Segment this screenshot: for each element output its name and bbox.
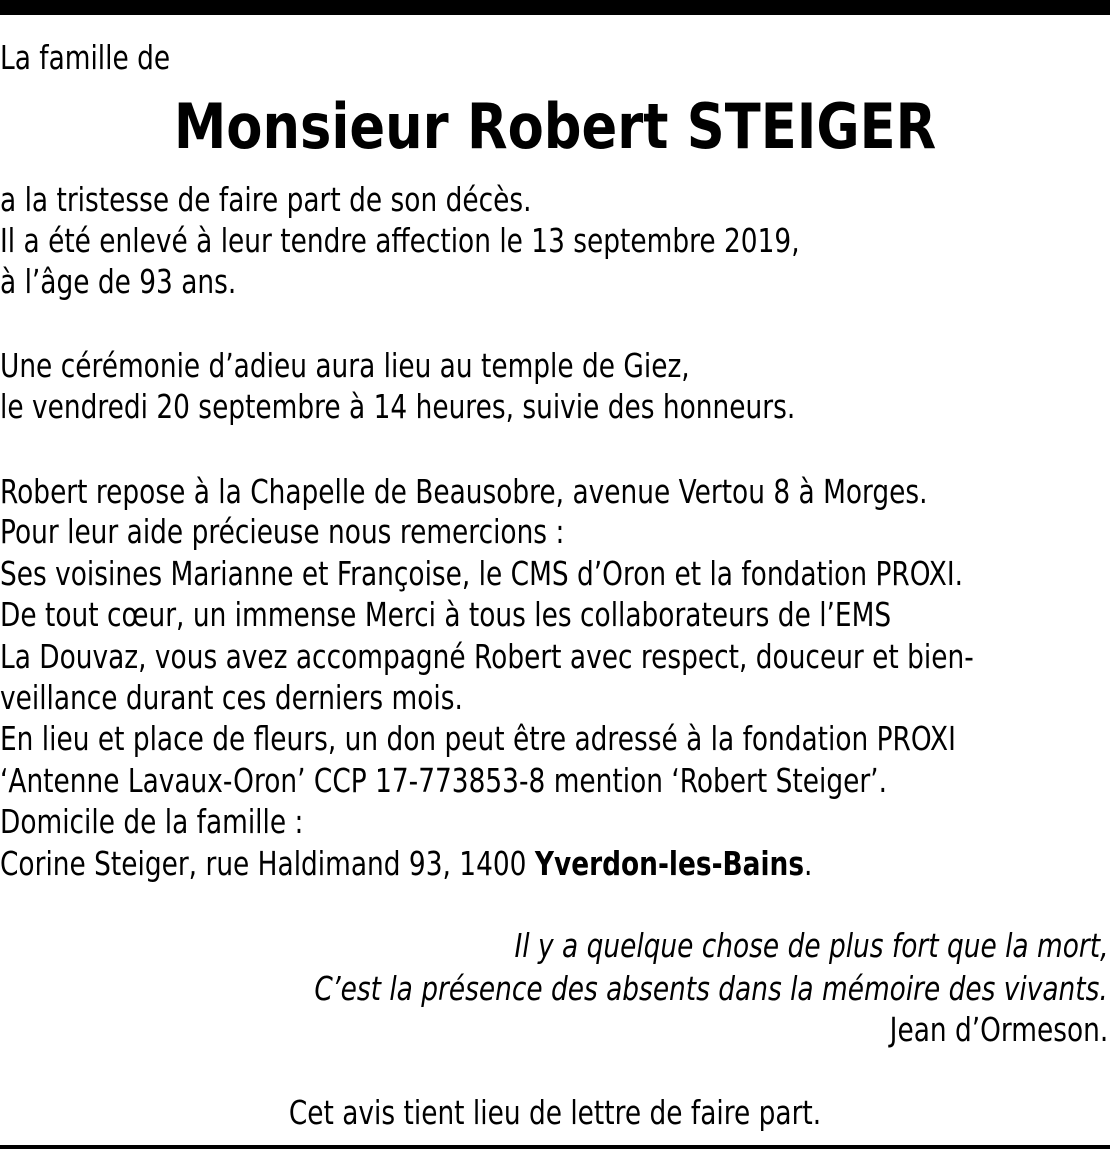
announcement-line-3: à l’âge de 93 ans.	[0, 262, 237, 301]
details-line-8: ‘Antenne Lavaux-Oron’ CCP 17-773853-8 mention ‘Robert Steiger’.	[0, 761, 887, 800]
details-line-5: La Douvaz, vous avez accompagné Robert avec respect, douceur et bien-	[0, 637, 974, 676]
bottom-rule	[0, 1145, 1110, 1149]
announcement-line-2: Il a été enlevé à leur tendre affection le 13 septembre 2019,	[0, 221, 800, 260]
family-address	[0, 844, 812, 884]
announcement-line-1: a la tristesse de faire part de son décès.	[0, 180, 532, 219]
footer-notice: Cet avis tient lieu de lettre de faire part.	[288, 1093, 822, 1132]
details-line-6: veillance durant ces derniers mois.	[0, 678, 463, 717]
details-line-3: Ses voisines Marianne et Françoise, le CMS d’Oron et la fondation PROXI.	[0, 554, 964, 593]
quote-line-1: Il y a quelque chose de plus fort que la mort,	[514, 926, 1108, 965]
quote-author: Jean d’Ormeson.	[889, 1010, 1108, 1049]
address-end: .	[804, 844, 813, 883]
quote-line-2: C’est la présence des absents dans la mémoire des vivants.	[314, 969, 1108, 1008]
details-line-4: De tout cœur, un immense Merci à tous les collaborateurs de l’EMS	[0, 595, 892, 634]
details-line-1: Robert repose à la Chapelle de Beausobre, avenue Vertou 8 à Morges.	[0, 472, 928, 511]
details-line-9: Domicile de la famille :	[0, 802, 304, 841]
ceremony-line-1: Une cérémonie d’adieu aura lieu au temple de Giez,	[0, 346, 690, 385]
deceased-name-title: Monsieur Robert STEIGER	[173, 90, 937, 163]
top-rule	[0, 0, 1110, 15]
address-town: Yverdon-les-Bains	[534, 844, 805, 883]
intro-text: La famille de	[0, 38, 171, 77]
address-text: Corine Steiger, rue Haldimand 93, 1400	[0, 844, 535, 883]
details-line-7: En lieu et place de fleurs, un don peut être adressé à la fondation PROXI	[0, 719, 956, 758]
ceremony-line-2: le vendredi 20 septembre à 14 heures, suivie des honneurs.	[0, 387, 796, 426]
details-line-2: Pour leur aide précieuse nous remercions :	[0, 512, 565, 551]
